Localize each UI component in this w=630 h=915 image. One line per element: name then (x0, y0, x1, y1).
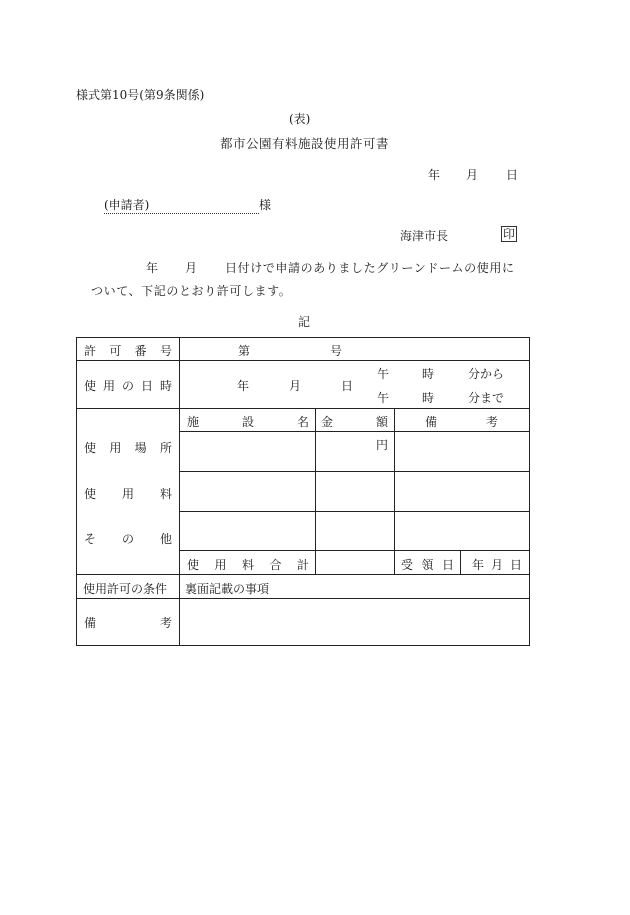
table-rule-vertical (179, 337, 180, 646)
issue-day: 日 (506, 168, 519, 182)
permit-number-go: 号 (330, 344, 343, 358)
seal-mark: 印 (503, 227, 516, 241)
label-char: 考 (159, 616, 172, 630)
facility-header (187, 413, 309, 430)
label-char: 料 (241, 558, 254, 572)
received-date-label (401, 556, 454, 573)
ki-heading: 記 (298, 315, 311, 329)
permit-number-label (84, 342, 172, 359)
applicant-label: (申請者) (104, 198, 150, 212)
table-rule-horizontal (179, 511, 530, 512)
table-rule-horizontal (179, 431, 530, 432)
received-ymd (472, 556, 522, 573)
label-char: 日 (509, 558, 522, 572)
applicant-suffix: 様 (259, 198, 272, 212)
amount-header (321, 413, 388, 430)
label-char: 名 (296, 415, 309, 429)
issue-month: 月 (466, 168, 479, 182)
other-label (84, 530, 172, 547)
table-rule-horizontal (179, 471, 530, 472)
conditions-value: 裏面記載の事項 (185, 582, 270, 596)
table-rule-vertical (315, 408, 316, 575)
document-title: 都市公園有料施設使用許可書 (220, 136, 390, 151)
label-char: 料 (159, 487, 172, 501)
label-char: 可 (109, 344, 122, 358)
label-char: 使 (187, 558, 200, 572)
fee-label (84, 485, 172, 502)
label-char: 施 (187, 415, 200, 429)
label-char: 考 (485, 415, 498, 429)
label-char: の (121, 379, 134, 393)
label-char: そ (84, 532, 97, 546)
applicant-line (104, 196, 259, 214)
label-char: 号 (159, 344, 172, 358)
table-rule-horizontal (76, 598, 530, 599)
table-rule-horizontal (76, 337, 530, 338)
label-char: 用 (214, 558, 227, 572)
label-char: 日 (441, 558, 454, 572)
table-rule-horizontal (76, 574, 530, 575)
issuer-name: 海津市長 (400, 229, 449, 243)
label-char: 受 (401, 558, 414, 572)
label-char: 用 (109, 441, 122, 455)
label-char: 備 (84, 616, 97, 630)
usage-month: 月 (289, 379, 302, 393)
label-char: 計 (296, 558, 309, 572)
conditions-label: 使用許可の条件 (83, 582, 168, 596)
label-char: 所 (159, 441, 172, 455)
label-char: 年 (472, 558, 485, 572)
label-char: 日 (140, 379, 153, 393)
label-char: 時 (159, 379, 172, 393)
body-line2: ついて、下記のとおり許可します。 (91, 284, 292, 298)
usage-day: 日 (341, 379, 354, 393)
label-char: 番 (134, 344, 147, 358)
remarks-header (425, 413, 498, 430)
label-char: 使 (84, 441, 97, 455)
usage-year: 年 (237, 379, 250, 393)
label-char: 額 (375, 415, 388, 429)
time-to-ampm: 午 (377, 391, 390, 405)
permit-number-dai: 第 (238, 344, 251, 358)
body-year: 年 (146, 261, 159, 275)
form-number: 様式第10号(第9条関係) (76, 88, 205, 102)
label-char: 使 (84, 379, 97, 393)
time-to-minute: 分まで (468, 391, 505, 405)
label-char: 使 (84, 487, 97, 501)
table-rule-horizontal (76, 360, 530, 361)
label-char: 場 (134, 441, 147, 455)
label-char: 領 (421, 558, 434, 572)
label-char: 金 (321, 415, 334, 429)
label-char: 他 (159, 532, 172, 546)
usage-datetime-label (84, 377, 172, 394)
yen-unit: 円 (376, 438, 389, 452)
table-rule-horizontal (76, 408, 530, 409)
table-rule-horizontal (76, 645, 530, 646)
time-from-ampm: 午 (377, 367, 390, 381)
label-char: 備 (425, 415, 438, 429)
table-rule-vertical (394, 408, 395, 575)
remarks-label (84, 614, 172, 631)
time-to-hour: 時 (422, 391, 435, 405)
label-char: 用 (121, 487, 134, 501)
label-char: 設 (241, 415, 254, 429)
time-from-hour: 時 (422, 367, 435, 381)
form-side: (表) (289, 112, 311, 126)
table-rule-vertical (460, 550, 461, 575)
label-char: 月 (490, 558, 503, 572)
table-rule-horizontal (179, 550, 530, 551)
table-rule-vertical (529, 337, 530, 646)
label-char: 許 (84, 344, 97, 358)
table-rule-vertical (76, 337, 77, 646)
body-line1: 日付けで申請のありましたグリーンドームの使用に (225, 261, 515, 275)
label-char: の (121, 532, 134, 546)
fee-total-label (187, 556, 309, 573)
body-month: 月 (185, 261, 198, 275)
label-char: 合 (269, 558, 282, 572)
issue-year: 年 (428, 168, 441, 182)
time-from-minute: 分から (468, 367, 505, 381)
place-label (84, 439, 172, 456)
label-char: 用 (102, 379, 115, 393)
